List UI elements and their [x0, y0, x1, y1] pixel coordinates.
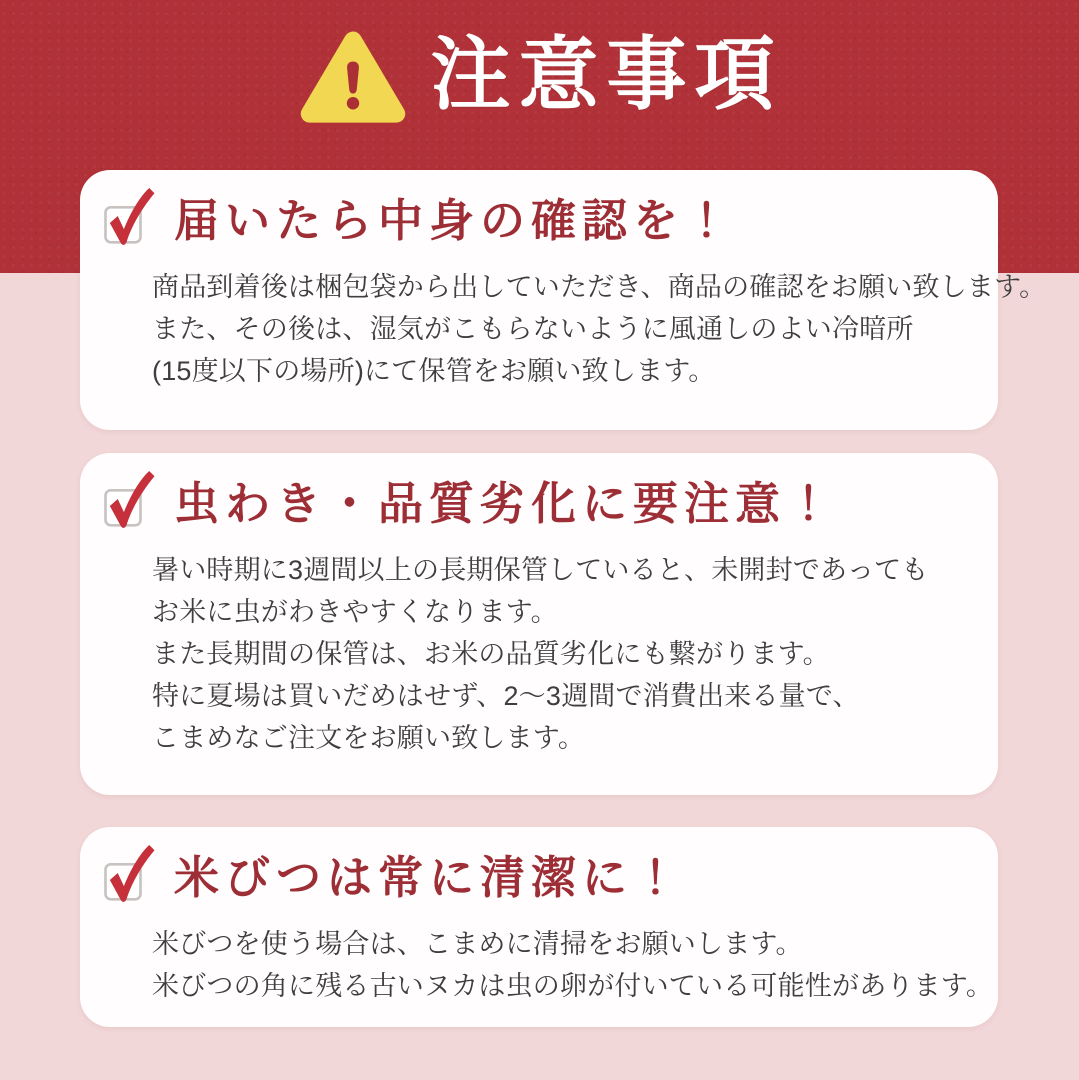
- warning-triangle-icon: [297, 26, 409, 126]
- card-body: [80, 531, 998, 760]
- body-line: お米に虫がわきやすくなります。: [152, 597, 558, 628]
- body-line: (15度以下の場所)にて保管をお願い致します。: [152, 356, 716, 387]
- checkbox-check-icon: [102, 196, 158, 248]
- checkbox-check-icon: [102, 479, 158, 531]
- body-line: 米びつの角に残る古いヌカは虫の卵が付いている可能性があります。: [152, 971, 994, 1002]
- body-line: また長期間の保管は、お米の品質劣化にも繋がります。: [152, 639, 830, 670]
- body-line: 暑い時期に3週間以上の長期保管していると、未開封であっても: [152, 555, 929, 585]
- card-body: [80, 905, 998, 1007]
- header: [0, 26, 1079, 126]
- card-heading-row: [80, 827, 998, 905]
- card-heading-row: [80, 453, 998, 531]
- notice-card-delivery-check: [80, 170, 1047, 430]
- card-heading-row: [80, 170, 998, 248]
- card-heading: 虫わき・品質劣化に要注意！: [174, 479, 838, 530]
- checkbox-check-icon: [102, 853, 158, 905]
- body-line: また、その後は、湿気がこもらないように風通しのよい冷暗所: [152, 314, 914, 345]
- body-line: 商品到着後は梱包袋から出していただき、商品の確認をお願い致します。: [152, 272, 1047, 302]
- body-line: こまめなご注文をお願い致します。: [152, 723, 586, 754]
- card-heading: 米びつは常に清潔に！: [174, 853, 685, 904]
- card-heading: 届いたら中身の確認を！: [174, 196, 736, 247]
- card-body: [80, 248, 1047, 392]
- notice-card-rice-bin: [80, 827, 998, 1027]
- body-line: 米びつを使う場合は、こまめに清掃をお願いします。: [152, 929, 803, 959]
- notice-card-insect-quality: [80, 453, 998, 795]
- body-line: 特に夏場は買いだめはせず、2〜3週間で消費出来る量で、: [152, 681, 860, 712]
- page-title: 注意事項: [430, 32, 783, 120]
